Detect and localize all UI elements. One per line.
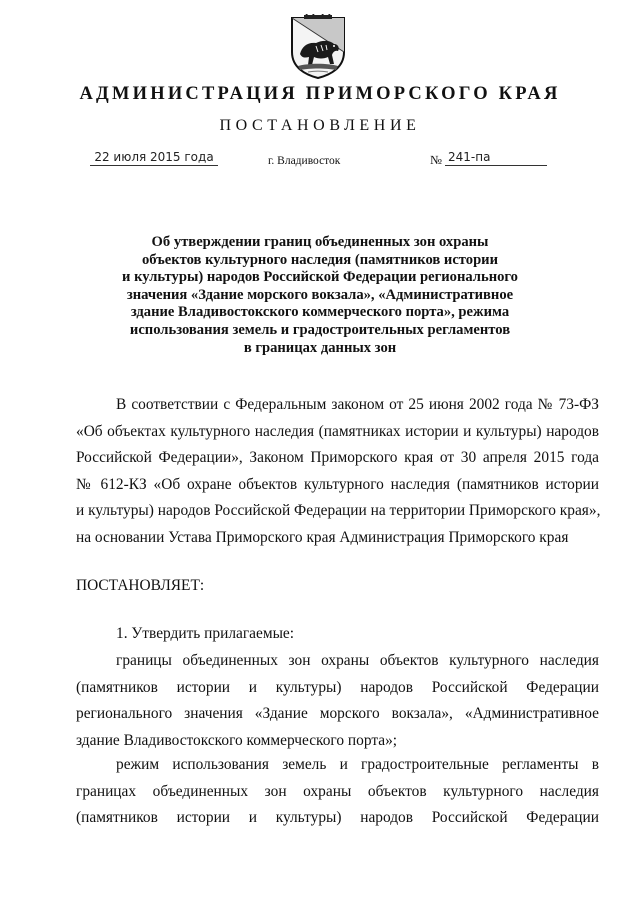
subject-line: Об утверждении границ объединенных зон охраны: [151, 234, 489, 250]
document-number: 241-па: [445, 150, 547, 166]
organization-title: АДМИНИСТРАЦИЯ ПРИМОРСКОГО КРАЯ: [79, 84, 561, 104]
preamble-line: № 612-КЗ «Об охране объектов культурного наследия (памятников истории: [76, 475, 599, 493]
document-city: г. Владивосток: [268, 155, 341, 167]
resolve-heading: ПОСТАНОВЛЯЕТ:: [76, 577, 205, 594]
subject-line: объектов культурного наследия (памятников истории: [142, 251, 498, 268]
subject-line: значения «Здание морского вокзала», «Административное: [126, 286, 514, 303]
preamble-line: на основании Устава Приморского края Администрация Приморского края: [76, 528, 569, 546]
document-subject: [100, 234, 540, 357]
preamble-line: В соответствии с Федеральным законом от 25 июня 2002 года № 73-ФЗ: [116, 396, 599, 413]
document-date: 22 июля 2015 года: [90, 150, 218, 166]
item-1-heading: 1. Утвердить прилагаемые:: [116, 625, 295, 642]
approve-line: границы объединенных зон охраны объектов культурного наследия: [116, 652, 599, 669]
approve-line: регионального значения «Здание морского вокзала», «Административное: [76, 705, 599, 722]
number-label: №: [430, 153, 442, 167]
subject-line: в границах данных зон: [243, 339, 397, 356]
subject-line: использования земель и градостроительных регламентов: [129, 321, 511, 338]
document-type: ПОСТАНОВЛЕНИЕ: [219, 117, 421, 134]
approve-line: здание Владивостокского коммерческого порта»;: [76, 731, 398, 749]
approve-line: (памятников истории и культуры) народов Российской Федерации: [76, 678, 599, 696]
approve-line: (памятников истории и культуры) народов Российской Федерации: [76, 809, 599, 826]
preamble-line: и культуры) народов Российской Федерации на территории Приморского края»,: [76, 502, 601, 519]
subject-line: здание Владивостокского коммерческого порта», режима: [130, 304, 510, 321]
primorsky-coat-of-arms-icon: [288, 14, 348, 80]
preamble-line: «Об объектах культурного наследия (памятниках истории и культуры) народов: [76, 422, 599, 440]
preamble-paragraph: [76, 392, 599, 551]
approve-item-regime: [76, 752, 599, 832]
subject-line: и культуры) народов Российской Федерации регионального: [122, 269, 518, 286]
approve-line: границах объединенных зон охраны объектов культурного наследия: [76, 782, 599, 800]
approve-line: режим использования земель и градостроительные регламенты в: [116, 756, 599, 773]
approve-item-borders: [76, 648, 599, 754]
preamble-line: Российской Федерации», Законом Приморского края от 30 апреля 2015 года: [76, 449, 599, 466]
